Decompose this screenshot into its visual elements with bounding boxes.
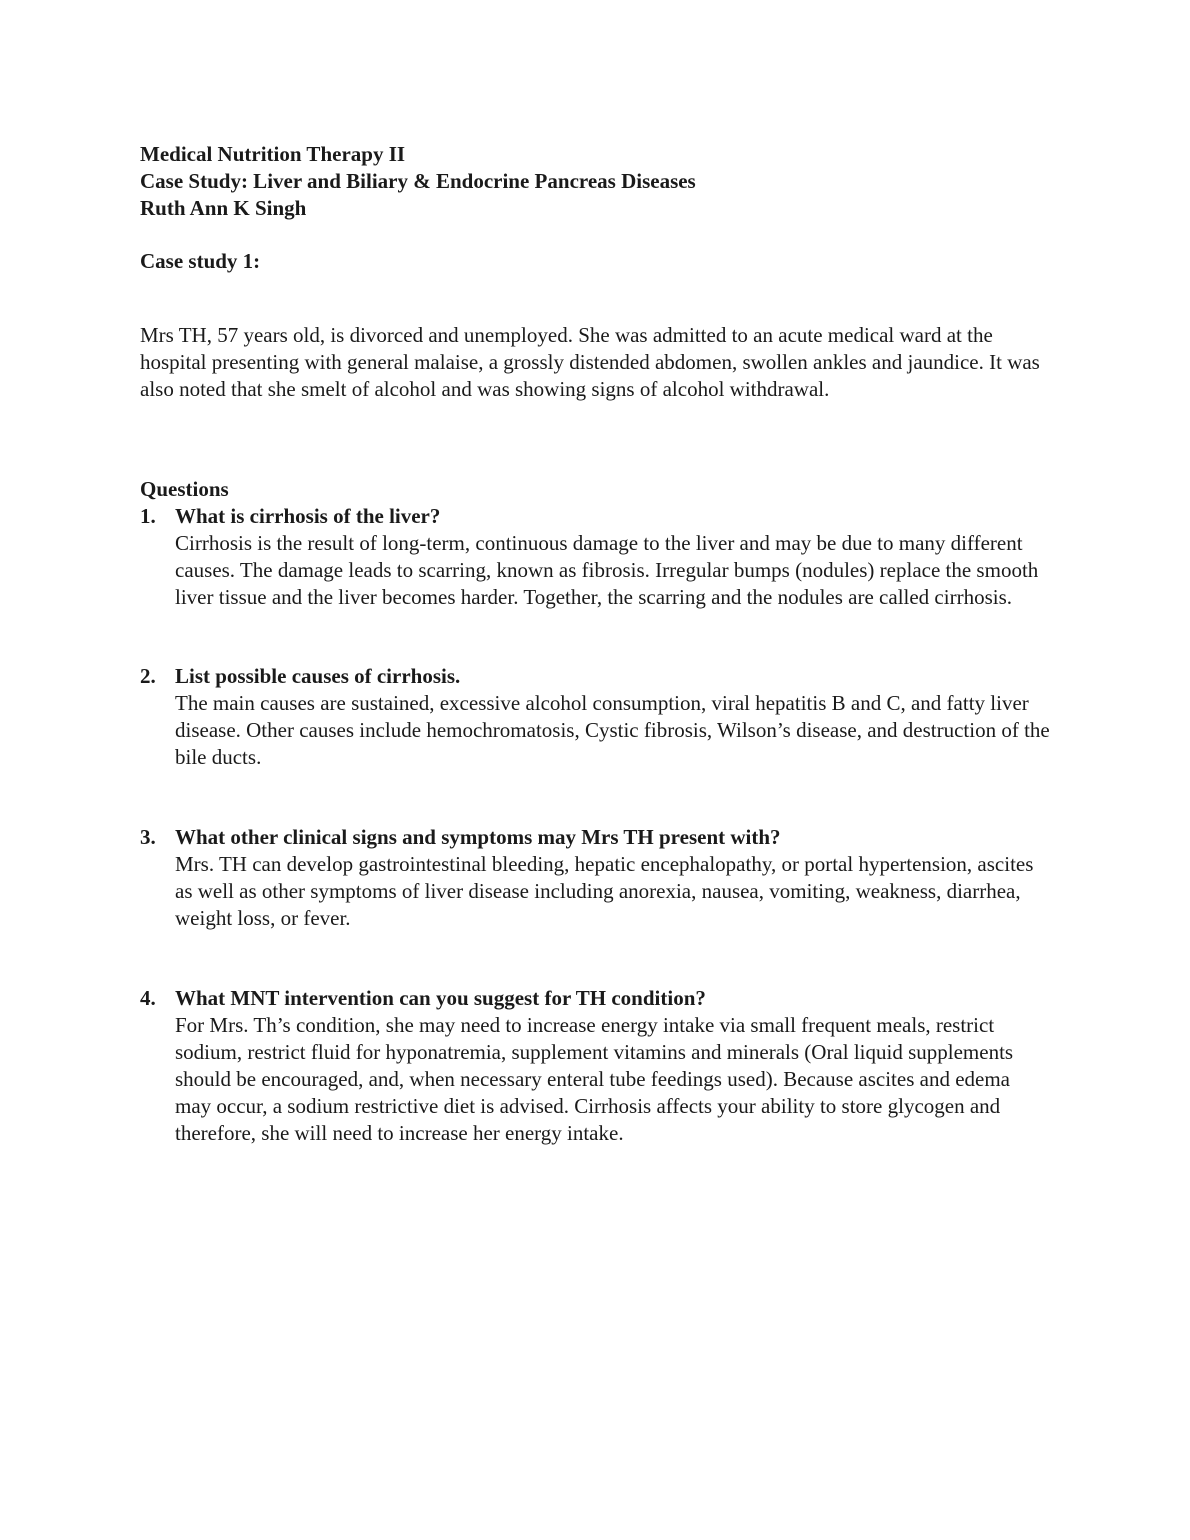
document-header <box>140 141 1060 222</box>
question-number: 2. <box>140 664 156 688</box>
course-title: Medical Nutrition Therapy II <box>140 142 406 166</box>
questions-heading: Questions <box>140 477 229 501</box>
question-number: 3. <box>140 825 156 849</box>
answer-text: For Mrs. Th’s condition, she may need to increase energy intake via small frequent meals, restrict sodium, restrict fluid for hyponatremia, supplement vitamins and minerals (Oral liquid supplements should be encouraged, and, when necessary enteral tube feedings used). Because ascites and edema may occur, a sodium restrictive diet is advised. Cirrhosis affects your ability to store glycogen and therefore, she will need to increase her energy intake. <box>175 1013 1014 1145</box>
question-number: 4. <box>140 986 156 1010</box>
question-text: What MNT intervention can you suggest for TH condition? <box>175 986 706 1010</box>
question-text: What is cirrhosis of the liver? <box>175 504 441 528</box>
answer-text: Mrs. TH can develop gastrointestinal bleeding, hepatic encephalopathy, or portal hypertension, ascites as well as other symptoms of liver disease including anorexia, nausea, vomiting, weakness, diarrhea, weight loss, or fever. <box>175 852 1034 930</box>
question-text: List possible causes of cirrhosis. <box>175 664 461 688</box>
case-study-heading: Case study 1: <box>140 249 261 273</box>
answer-text: The main causes are sustained, excessive alcohol consumption, viral hepatitis B and C, and fatty liver disease. Other causes include hemochromatosis, Cystic fibrosis, Wilson’s disease, and destruction of the bile ducts. <box>175 691 1050 769</box>
case-study-title: Case Study: Liver and Biliary & Endocrine Pancreas Diseases <box>140 169 696 193</box>
answer-text: Cirrhosis is the result of long-term, continuous damage to the liver and may be due to many different causes. The damage leads to scarring, known as fibrosis. Irregular bumps (nodules) replace the smooth liver tissue and the liver becomes harder. Together, the scarring and the nodules are called cirrhosis. <box>175 531 1039 609</box>
question-number: 1. <box>140 504 156 528</box>
question-text: What other clinical signs and symptoms may Mrs TH present with? <box>175 825 781 849</box>
case-description: Mrs TH, 57 years old, is divorced and unemployed. She was admitted to an acute medical ward at the hospital presenting with general malaise, a grossly distended abdomen, swollen ankles and jaundice. It was also noted that she smelt of alcohol and was showing signs of alcohol withdrawal. <box>140 323 1040 401</box>
author-name: Ruth Ann K Singh <box>140 196 307 220</box>
